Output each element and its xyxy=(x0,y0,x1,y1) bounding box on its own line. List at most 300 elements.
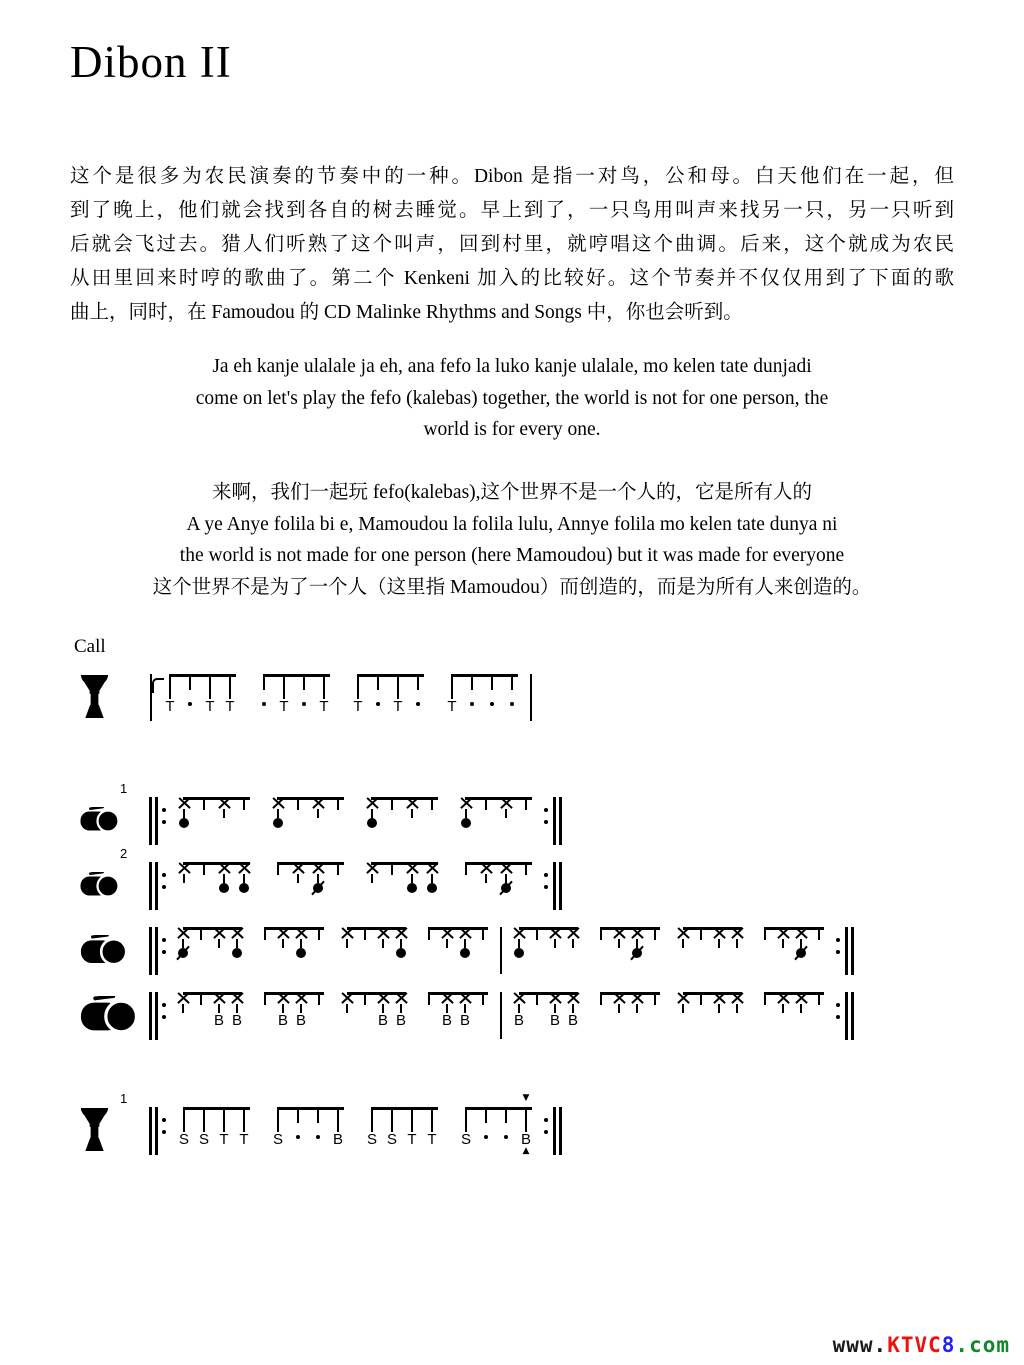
note-cell xyxy=(528,992,546,1029)
x-stroke-notehead xyxy=(377,992,390,1004)
stroke-letter: B xyxy=(377,1012,388,1029)
beam-group xyxy=(674,927,746,958)
call-label: Call xyxy=(74,636,106,657)
stroke-letter: S xyxy=(272,1131,283,1148)
instrument-icon-box xyxy=(80,927,142,973)
stroke-letter: B xyxy=(549,1012,560,1029)
note-cell xyxy=(756,992,774,1029)
note-cell xyxy=(274,927,292,958)
note-stem xyxy=(618,1004,620,1013)
note-cell xyxy=(692,927,710,958)
note-stem xyxy=(572,939,574,948)
instrument-icon-box xyxy=(80,1091,142,1153)
stroke-letter: S xyxy=(386,1131,397,1148)
x-stroke-notehead xyxy=(295,992,308,1004)
repeat-bar xyxy=(851,927,854,975)
open-note-dot xyxy=(296,948,306,958)
note-cell xyxy=(516,797,536,828)
repeat-bar xyxy=(149,1107,152,1155)
note-cell xyxy=(528,927,546,958)
note-stem xyxy=(736,1004,738,1013)
note-stem xyxy=(428,992,430,1005)
repeat-dot xyxy=(162,938,166,942)
note-cell xyxy=(268,862,288,893)
note-stem xyxy=(297,797,299,810)
lyric-line: A ye Anye folila bi e, Mamoudou la folila lulu, Annye folila mo kelen tate dunya ni xyxy=(186,513,838,535)
stroke-letter: T xyxy=(239,1131,249,1148)
repeat-bar xyxy=(851,992,854,1040)
beam-group xyxy=(420,992,492,1029)
note-cell xyxy=(274,674,294,715)
stroke-letter: B xyxy=(332,1131,343,1148)
note-stem xyxy=(357,674,359,699)
note-cell xyxy=(496,1107,516,1148)
notation-area xyxy=(80,0,1024,1365)
x-stroke-notehead xyxy=(377,927,390,939)
note-stem xyxy=(346,939,348,948)
beam-group xyxy=(256,992,328,1029)
repeat-dot xyxy=(544,808,548,812)
repeat-dot xyxy=(162,820,166,824)
x-stroke-notehead xyxy=(459,927,472,939)
note-cell xyxy=(422,862,442,893)
x-stroke-notehead xyxy=(677,927,690,939)
repeat-bar xyxy=(155,797,158,845)
repeat-bar xyxy=(845,927,848,975)
beam-group xyxy=(256,927,328,958)
note-stem xyxy=(465,809,467,818)
beam-group xyxy=(362,1107,442,1148)
measure-barline xyxy=(500,927,502,974)
note-stem xyxy=(411,874,413,883)
note-stem xyxy=(183,809,185,818)
stroke-letter: T xyxy=(279,698,289,715)
note-stem xyxy=(264,927,266,940)
note-stem xyxy=(618,939,620,948)
repeat-dots xyxy=(544,808,548,824)
note-cell xyxy=(564,992,582,1029)
stroke-letter: B xyxy=(295,1012,306,1029)
note-cell xyxy=(674,927,692,958)
beam-group xyxy=(160,674,240,715)
note-stem xyxy=(800,939,802,948)
rest-dot xyxy=(316,1135,320,1139)
x-stroke-notehead xyxy=(178,862,191,874)
note-stem xyxy=(818,992,820,1005)
x-stroke-notehead xyxy=(177,927,190,939)
notation-line-dununba xyxy=(80,992,860,1056)
measure xyxy=(160,674,522,715)
repeat-bar xyxy=(155,927,158,975)
repeat-dots xyxy=(162,808,166,824)
note-stem xyxy=(277,809,279,818)
note-stem xyxy=(382,939,384,948)
x-stroke-notehead xyxy=(567,927,580,939)
note-stem xyxy=(682,939,684,948)
repeat-dots xyxy=(544,1118,548,1134)
muted-note-dot xyxy=(796,948,806,958)
note-stem xyxy=(364,927,366,940)
note-stem xyxy=(491,674,493,690)
note-cell xyxy=(408,674,428,715)
note-cell xyxy=(308,1107,328,1148)
muted-note-dot xyxy=(501,883,511,893)
note-stem xyxy=(182,1004,184,1013)
repeat-dot xyxy=(162,1015,166,1019)
note-cell xyxy=(792,992,810,1029)
note-cell xyxy=(438,992,456,1029)
note-cell xyxy=(756,927,774,958)
note-cell xyxy=(200,674,220,715)
repeat-bar xyxy=(559,1107,562,1155)
beam-group xyxy=(756,927,828,958)
note-stem xyxy=(223,809,225,818)
note-stem xyxy=(428,927,430,940)
open-note-dot xyxy=(239,883,249,893)
note-cell xyxy=(174,1107,194,1148)
stroke-letter: T xyxy=(205,698,215,715)
note-stem xyxy=(391,797,393,810)
repeat-bar xyxy=(553,797,556,845)
note-cell xyxy=(692,992,710,1029)
note-stem xyxy=(411,1107,413,1132)
note-stem xyxy=(636,1004,638,1013)
note-cell xyxy=(402,797,422,828)
note-stem xyxy=(218,939,220,948)
x-stroke-notehead xyxy=(272,797,285,809)
page-title: Dibon II xyxy=(70,37,232,87)
note-cell xyxy=(402,862,422,893)
note-stem xyxy=(283,674,285,699)
note-cell xyxy=(610,992,628,1029)
repeat-dot xyxy=(836,1003,840,1007)
note-stem xyxy=(371,809,373,818)
note-cell xyxy=(546,927,564,958)
note-stem xyxy=(183,1107,185,1132)
repeat-bar xyxy=(149,992,152,1040)
x-stroke-notehead xyxy=(549,927,562,939)
note-stem xyxy=(223,874,225,883)
note-cell xyxy=(646,992,664,1029)
rest-dot xyxy=(296,1135,300,1139)
repeat-bar xyxy=(559,797,562,845)
note-stem xyxy=(300,939,302,948)
note-cell xyxy=(710,927,728,958)
beam-group xyxy=(756,992,828,1029)
repeat-dot xyxy=(544,820,548,824)
stroke-letter: T xyxy=(353,698,363,715)
measure xyxy=(174,1093,536,1156)
x-stroke-notehead xyxy=(500,797,513,809)
djembe-icon xyxy=(80,1107,109,1153)
note-cell xyxy=(674,992,692,1029)
note-cell xyxy=(564,927,582,958)
beam-group xyxy=(268,1107,348,1148)
note-cell xyxy=(382,862,402,893)
x-stroke-notehead xyxy=(631,927,644,939)
x-stroke-notehead xyxy=(231,927,244,939)
note-cell xyxy=(546,992,564,1029)
note-stem xyxy=(485,797,487,810)
open-note-dot xyxy=(460,948,470,958)
note-cell xyxy=(374,927,392,958)
note-cell xyxy=(774,927,792,958)
x-stroke-notehead xyxy=(277,992,290,1004)
repeat-dots xyxy=(162,873,166,889)
note-cell xyxy=(180,674,200,715)
beam-group xyxy=(456,797,536,828)
paragraph-line: 从田里回来时哼的歌曲了。第二个 Kenkeni 加入的比较好。这个节奏并不仅仅用到了下面的歌 xyxy=(70,268,954,289)
open-note-dot xyxy=(461,818,471,828)
note-cell xyxy=(348,674,368,715)
beam-group xyxy=(510,992,582,1029)
note-cell xyxy=(456,992,474,1029)
note-stem xyxy=(243,874,245,883)
paragraph-line: 到了晚上，他们就会找到各自的树去睡觉。早上到了，一只鸟用叫声来找另一只，另一只听到 xyxy=(70,200,954,221)
watermark xyxy=(833,1333,1010,1357)
note-cell xyxy=(728,927,746,958)
note-cell xyxy=(482,674,502,715)
note-stem xyxy=(554,939,556,948)
note-cell xyxy=(174,862,194,893)
note-cell xyxy=(174,927,192,958)
note-cell xyxy=(234,1107,254,1148)
repeat-bar xyxy=(553,862,556,910)
note-cell xyxy=(160,674,180,715)
beam-group xyxy=(362,797,442,828)
rest-dot xyxy=(188,702,192,706)
note-stem xyxy=(337,862,339,875)
x-stroke-notehead xyxy=(777,992,790,1004)
note-cell xyxy=(442,674,462,715)
note-cell xyxy=(438,927,456,958)
watermark-segment: .com xyxy=(955,1333,1010,1357)
repeat-dot xyxy=(162,1003,166,1007)
note-stem xyxy=(525,862,527,875)
note-cell xyxy=(592,992,610,1029)
open-note-dot xyxy=(367,818,377,828)
note-stem xyxy=(182,939,184,948)
stroke-letter: T xyxy=(319,698,329,715)
note-cell xyxy=(628,927,646,958)
note-stem xyxy=(482,927,484,940)
repeat-bar xyxy=(149,797,152,845)
stroke-letter: S xyxy=(366,1131,377,1148)
note-cell xyxy=(210,927,228,958)
note-stem xyxy=(682,1004,684,1013)
x-stroke-notehead xyxy=(292,862,305,874)
measure xyxy=(510,992,828,1029)
note-cell xyxy=(422,1107,442,1148)
notation-line-sangban xyxy=(80,927,860,991)
x-stroke-notehead xyxy=(795,992,808,1004)
note-stem xyxy=(323,674,325,699)
rest-dot xyxy=(490,702,494,706)
x-stroke-notehead xyxy=(213,927,226,939)
note-cell xyxy=(288,862,308,893)
kenkeni-drum-icon xyxy=(80,807,118,833)
note-stem xyxy=(264,992,266,1005)
beam-group xyxy=(338,927,410,958)
note-cell xyxy=(420,927,438,958)
open-note-dot xyxy=(407,883,417,893)
x-stroke-notehead xyxy=(549,992,562,1004)
accent-mark-bottom: ▲ xyxy=(522,1146,530,1156)
note-stem xyxy=(411,809,413,818)
beam-group xyxy=(456,862,536,893)
repeat-dot xyxy=(544,873,548,877)
note-cell xyxy=(220,674,240,715)
note-cell xyxy=(328,1107,348,1148)
note-stem xyxy=(505,809,507,818)
beam-group xyxy=(174,862,254,893)
muted-note-dot xyxy=(178,948,188,958)
stroke-letter: T xyxy=(165,698,175,715)
note-stem xyxy=(277,1107,279,1132)
instrument-icon-box xyxy=(80,674,142,720)
measure xyxy=(510,927,828,958)
note-stem xyxy=(431,797,433,810)
open-note-dot xyxy=(219,883,229,893)
stroke-letter: T xyxy=(393,698,403,715)
note-cell xyxy=(476,797,496,828)
note-stem xyxy=(391,1107,393,1132)
x-stroke-notehead xyxy=(426,862,439,874)
note-stem xyxy=(371,1107,373,1132)
note-stem xyxy=(654,927,656,940)
note-stem xyxy=(200,927,202,940)
note-stem xyxy=(377,674,379,690)
note-cell xyxy=(174,797,194,828)
note-cell xyxy=(192,992,210,1029)
paragraph-line: 后就会飞过去。猎人们听熟了这个叫声，回到村里，就哼唱这个曲调。后来，这个就成为农民 xyxy=(70,234,954,255)
rest-dot xyxy=(504,1135,508,1139)
note-stem xyxy=(782,939,784,948)
stroke-letter: B xyxy=(520,1131,531,1148)
note-stem xyxy=(277,862,279,875)
note-cell xyxy=(328,862,348,893)
note-stem xyxy=(431,1107,433,1132)
note-cell xyxy=(474,927,492,958)
notation-line-call xyxy=(80,674,540,738)
x-stroke-notehead xyxy=(441,927,454,939)
repeat-bar xyxy=(553,1107,556,1155)
note-cell xyxy=(174,992,192,1029)
note-stem xyxy=(317,874,319,883)
stroke-letter: T xyxy=(407,1131,417,1148)
repeat-dots xyxy=(836,1003,840,1019)
note-cell xyxy=(382,1107,402,1148)
note-stem xyxy=(397,674,399,699)
note-cell xyxy=(388,674,408,715)
note-cell xyxy=(268,1107,288,1148)
measure-barline xyxy=(500,992,502,1039)
note-cell xyxy=(496,862,516,893)
stroke-letter: S xyxy=(460,1131,471,1148)
note-cell xyxy=(496,797,516,828)
repeat-end-sign xyxy=(541,797,563,845)
repeat-end-sign xyxy=(833,992,855,1040)
barline xyxy=(530,674,532,721)
lyric-line: 这个世界不是为了一个人（这里指 Mamoudou）而创造的，而是为所有人来创造的。 xyxy=(152,576,872,598)
open-note-dot xyxy=(514,948,524,958)
open-note-dot xyxy=(273,818,283,828)
x-stroke-notehead xyxy=(795,927,808,939)
measure xyxy=(174,862,536,893)
beam-group xyxy=(592,992,664,1029)
note-cell xyxy=(516,862,536,893)
repeat-bar xyxy=(149,862,152,910)
note-cell xyxy=(256,992,274,1029)
repeat-bar xyxy=(845,992,848,1040)
dununba-drum-icon xyxy=(80,996,136,1034)
note-cell xyxy=(254,674,274,715)
note-stem xyxy=(505,1107,507,1123)
note-cell xyxy=(728,992,746,1029)
kenkeni-drum-icon xyxy=(80,872,118,898)
note-stem xyxy=(318,992,320,1005)
rest-dot xyxy=(510,702,514,706)
stroke-letter: B xyxy=(231,1012,242,1029)
stroke-letter: T xyxy=(447,698,457,715)
note-cell xyxy=(382,797,402,828)
rest-dot xyxy=(376,702,380,706)
x-stroke-notehead xyxy=(366,862,379,874)
note-stem xyxy=(482,992,484,1005)
rest-dot xyxy=(262,702,266,706)
instrument-icon-box xyxy=(80,781,142,843)
note-stem xyxy=(600,992,602,1005)
muted-note-dot xyxy=(313,883,323,893)
x-stroke-notehead xyxy=(395,992,408,1004)
note-cell xyxy=(516,1093,536,1156)
paragraph-line: 这个是很多为农民演奏的节奏中的一种。Dibon 是指一对鸟，公和母。白天他们在一起，但 xyxy=(70,166,954,187)
stroke-letter: B xyxy=(441,1012,452,1029)
lyric-line: come on let's play the fefo (kalebas) together, the world is not for one person, the xyxy=(195,387,829,409)
x-stroke-notehead xyxy=(312,862,325,874)
stroke-letter: B xyxy=(213,1012,224,1029)
x-stroke-notehead xyxy=(341,927,354,939)
note-cell xyxy=(292,927,310,958)
rest-dot xyxy=(416,702,420,706)
accent-mark-top: ▼ xyxy=(522,1093,530,1103)
repeat-dot xyxy=(836,938,840,942)
note-cell xyxy=(310,992,328,1029)
note-cell xyxy=(510,927,528,958)
note-cell xyxy=(256,927,274,958)
note-stem xyxy=(400,939,402,948)
note-cell xyxy=(194,862,214,893)
note-cell xyxy=(774,992,792,1029)
note-cell xyxy=(356,992,374,1029)
repeat-dots xyxy=(544,873,548,889)
repeat-start-sign xyxy=(147,1107,169,1155)
note-cell xyxy=(792,927,810,958)
note-cell xyxy=(402,1107,422,1148)
note-stem xyxy=(700,927,702,940)
note-stem xyxy=(451,674,453,699)
x-stroke-notehead xyxy=(777,927,790,939)
x-stroke-notehead xyxy=(480,862,493,874)
repeat-dot xyxy=(162,885,166,889)
note-stem xyxy=(318,927,320,940)
note-cell xyxy=(356,927,374,958)
note-cell xyxy=(288,1107,308,1148)
stroke-letter: B xyxy=(513,1012,524,1029)
note-cell xyxy=(474,992,492,1029)
note-cell xyxy=(292,992,310,1029)
note-cell xyxy=(510,992,528,1029)
